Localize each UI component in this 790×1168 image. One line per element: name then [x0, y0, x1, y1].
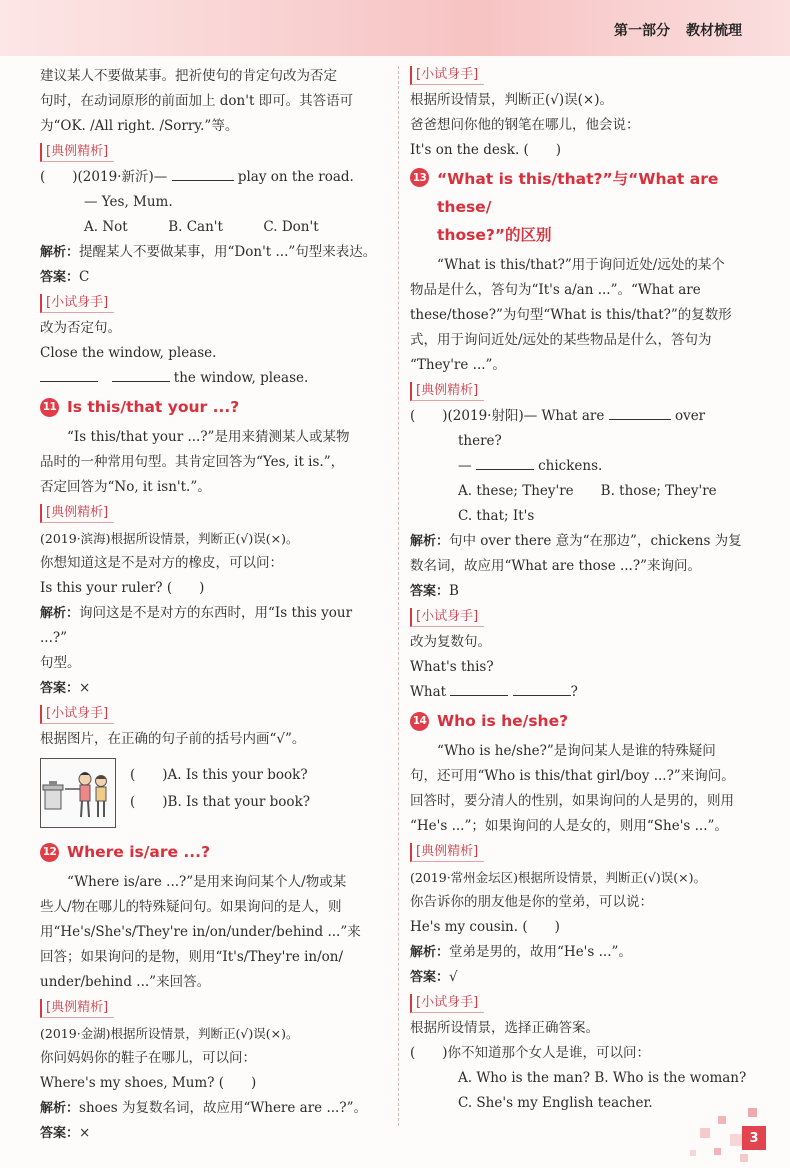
right-column	[410, 64, 750, 1116]
section-13-heading	[410, 165, 750, 249]
answer-label: 答案：	[40, 681, 80, 696]
answer-value: ×	[79, 680, 91, 696]
question-text: ( )(2019·新沂)—	[40, 169, 168, 185]
section-title-line: “What is this/that?”与“What are these/	[437, 170, 719, 216]
practice-tag: [小试身手]	[410, 66, 484, 85]
question-text: play on the road.	[237, 169, 354, 185]
section-14-heading	[410, 707, 750, 735]
intro-line: 为“OK. /All right. /Sorry.”等。	[40, 118, 239, 134]
example-tag: [典例精析]	[410, 843, 484, 862]
answer	[410, 579, 750, 604]
example-line: (2019·滨海)根据所设情景，判断正(√)误(×)。	[40, 531, 299, 546]
question-line	[410, 404, 750, 429]
practice-line: 爸爸想问你他的钢笔在哪儿，他会说：	[410, 117, 640, 133]
analysis-cont: 句型。	[40, 655, 81, 671]
answer-value: C	[79, 269, 90, 285]
answer-blank[interactable]	[450, 681, 508, 696]
options: C. She's my English teacher.	[458, 1095, 653, 1111]
body-line: “Is this/that your ...?”是用来猜测某人或某物	[67, 429, 350, 445]
running-header	[598, 20, 742, 40]
picture-options	[130, 762, 310, 816]
example-line: Is this your ruler? ( )	[40, 580, 205, 596]
section-title-line: those?”的区别	[437, 226, 552, 244]
example-line: Where's my shoes, Mum? ( )	[40, 1075, 257, 1091]
question-line	[40, 165, 382, 190]
practice-line: What's this?	[410, 659, 494, 675]
section-number-badge: 12	[40, 843, 59, 862]
answer	[40, 676, 382, 701]
intro-line: 句时，在动词原形的前面加上 don't 即可。其答语可	[40, 93, 354, 109]
analysis-text: 询问这是不是对方的东西时，用“Is this your ...?”	[40, 605, 353, 646]
body-line: “What is this/that?”用于询问近处/远处的某个	[437, 257, 725, 273]
question-line	[410, 454, 750, 479]
body-line: 用“He's/She's/They're in/on/under/behind ...”来	[40, 924, 361, 940]
analysis-label: 解析：	[40, 1101, 80, 1116]
practice-line: Close the window, please.	[40, 345, 217, 361]
example-line: (2019·金湖)根据所设情景，判断正(√)误(×)。	[40, 1026, 299, 1041]
answer-value: ×	[79, 1125, 91, 1141]
answer	[40, 1121, 382, 1146]
practice-line: 根据所设情景，判断正(√)误(×)。	[410, 92, 613, 108]
practice-text: What	[410, 684, 447, 700]
answer-blank[interactable]	[40, 367, 98, 382]
analysis-text: 堂弟是男的，故用“He's ...”。	[449, 944, 632, 960]
body-line: “They're ...”。	[410, 357, 506, 373]
body-line: 回答时，要分清人的性别，如果询问的人是男的，则用	[410, 793, 734, 809]
answer-blank[interactable]	[172, 166, 234, 181]
answer-blank[interactable]	[513, 681, 571, 696]
answer	[40, 265, 382, 290]
answer-value: √	[449, 969, 458, 985]
left-column	[40, 64, 382, 1146]
question-line: there?	[458, 433, 502, 449]
practice-tag: [小试身手]	[410, 608, 484, 627]
option-a[interactable]: ( )A. Is this your book?	[130, 767, 308, 783]
example-tag: [典例精析]	[40, 504, 114, 523]
practice-line: 根据所设情景，选择正确答案。	[410, 1020, 599, 1036]
example-line: (2019·常州金坛区)根据所设情景，判断正(√)误(×)。	[410, 870, 706, 885]
analysis-text: shoes 为复数名词，故应用“Where are ...?”。	[79, 1100, 367, 1116]
practice-line: It's on the desk. ( )	[410, 142, 562, 158]
analysis-label: 解析：	[410, 534, 450, 549]
section-title	[437, 165, 750, 249]
section-title: Who is he/she?	[437, 712, 569, 730]
body-line: “Who is he/she?”是询问某人是谁的特殊疑问	[437, 743, 716, 759]
practice-tag: [小试身手]	[410, 994, 484, 1013]
illustration-svg	[41, 759, 115, 827]
options: C. that; It's	[458, 508, 535, 524]
analysis-label: 解析：	[40, 245, 80, 260]
practice-line: 改为复数句。	[410, 634, 491, 650]
body-line: 些人/物在哪儿的特殊疑问句。如果询问的是人，则	[40, 899, 342, 915]
header-section: 教材梳理	[686, 23, 742, 39]
answer-blank[interactable]	[476, 455, 534, 470]
answer-blank[interactable]	[609, 405, 671, 420]
header-part: 第一部分	[614, 23, 670, 39]
options: A. Who is the man? B. Who is the woman?	[458, 1070, 747, 1086]
body-line: these/those?”为句型“What is this/that?”的复数形	[410, 307, 732, 323]
body-line: 式，用于询问近处/远处的某些物品是什么，答句为	[410, 332, 712, 348]
practice-text: ?	[570, 684, 578, 700]
body-line: under/behind ...”来回答。	[40, 974, 211, 990]
example-tag: [典例精析]	[40, 143, 114, 162]
answer-value: B	[449, 583, 459, 599]
example-tag: [典例精析]	[40, 999, 114, 1018]
analysis	[410, 529, 750, 554]
example-line: He's my cousin. ( )	[410, 919, 560, 935]
section-number-badge: 14	[410, 712, 429, 731]
kids-pointing-illustration	[40, 758, 116, 828]
body-line: 否定回答为“No, it isn't.”。	[40, 479, 211, 495]
intro-line: 建议某人不要做某事。把祈使句的肯定句改为否定	[40, 68, 337, 84]
example-line: 你告诉你的朋友他是你的堂弟，可以说：	[410, 894, 653, 910]
answer-blank[interactable]	[112, 367, 170, 382]
example-tag: [典例精析]	[410, 382, 484, 401]
section-12-heading	[40, 838, 382, 866]
practice-line	[40, 366, 382, 391]
answer-label: 答案：	[410, 970, 450, 985]
practice-text: the window, please.	[173, 370, 309, 386]
page-number: 3	[742, 1126, 766, 1150]
body-line: 句，还可用“Who is this/that girl/boy ...?”来询问。	[410, 768, 735, 784]
answer	[410, 965, 750, 990]
analysis-text: 提醒某人不要做某事，用“Don't ...”句型来表达。	[79, 244, 377, 260]
analysis-text: 句中 over there 意为“在那边”，chickens 为复	[449, 533, 742, 549]
body-line: “Where is/are ...?”是用来询问某个人/物或某	[67, 874, 347, 890]
answer-label: 答案：	[410, 584, 450, 599]
example-line: 你问妈妈你的鞋子在哪儿，可以问：	[40, 1050, 256, 1066]
section-title: Where is/are ...?	[67, 843, 211, 861]
option-b[interactable]: ( )B. Is that your book?	[130, 794, 310, 810]
practice-tag: [小试身手]	[40, 705, 114, 724]
section-number-badge: 13	[410, 168, 429, 187]
answer-label: 答案：	[40, 270, 80, 285]
corner-decoration	[670, 1098, 790, 1168]
analysis	[40, 240, 382, 265]
analysis	[40, 601, 382, 651]
practice-instruction: 根据图片，在正确的句子前的括号内画“√”。	[40, 731, 306, 747]
options: A. these; They're B. those; They're	[458, 483, 717, 499]
body-line: 回答；如果询问的是物，则用“It's/They're in/on/	[40, 949, 344, 965]
question-text: chickens.	[538, 458, 603, 474]
options: A. Not B. Can't C. Don't	[84, 219, 319, 235]
practice-line	[410, 680, 750, 705]
analysis-cont: 数名词，故应用“What are those ...?”来询问。	[410, 558, 701, 574]
practice-tag: [小试身手]	[40, 294, 114, 313]
body-line: 物品是什么，答句为“It's a/an ...”。“What are	[410, 282, 701, 298]
section-11-heading	[40, 393, 382, 421]
body-line: 品时的一种常用句型。其肯定回答为“Yes, it is.”，	[40, 454, 345, 470]
body-line: “He's ...”；如果询问的人是女的，则用“She's ...”。	[410, 818, 728, 834]
section-number-badge: 11	[40, 398, 59, 417]
practice-line: 改为否定句。	[40, 320, 121, 336]
example-line: 你想知道这是不是对方的橡皮，可以问：	[40, 555, 283, 571]
analysis	[40, 1096, 382, 1121]
analysis-label: 解析：	[40, 606, 80, 621]
analysis	[410, 940, 750, 965]
answer-label: 答案：	[40, 1126, 80, 1141]
section-title: Is this/that your ...?	[67, 398, 240, 416]
question-text: over	[674, 408, 706, 424]
picture-question	[40, 758, 382, 830]
question-text: —	[458, 458, 472, 474]
analysis-label: 解析：	[410, 945, 450, 960]
practice-line: ( )你不知道那个女人是谁，可以问：	[410, 1045, 651, 1061]
question-line: — Yes, Mum.	[84, 194, 173, 210]
column-divider	[398, 66, 399, 1126]
question-text: ( )(2019·射阳)— What are	[410, 408, 605, 424]
